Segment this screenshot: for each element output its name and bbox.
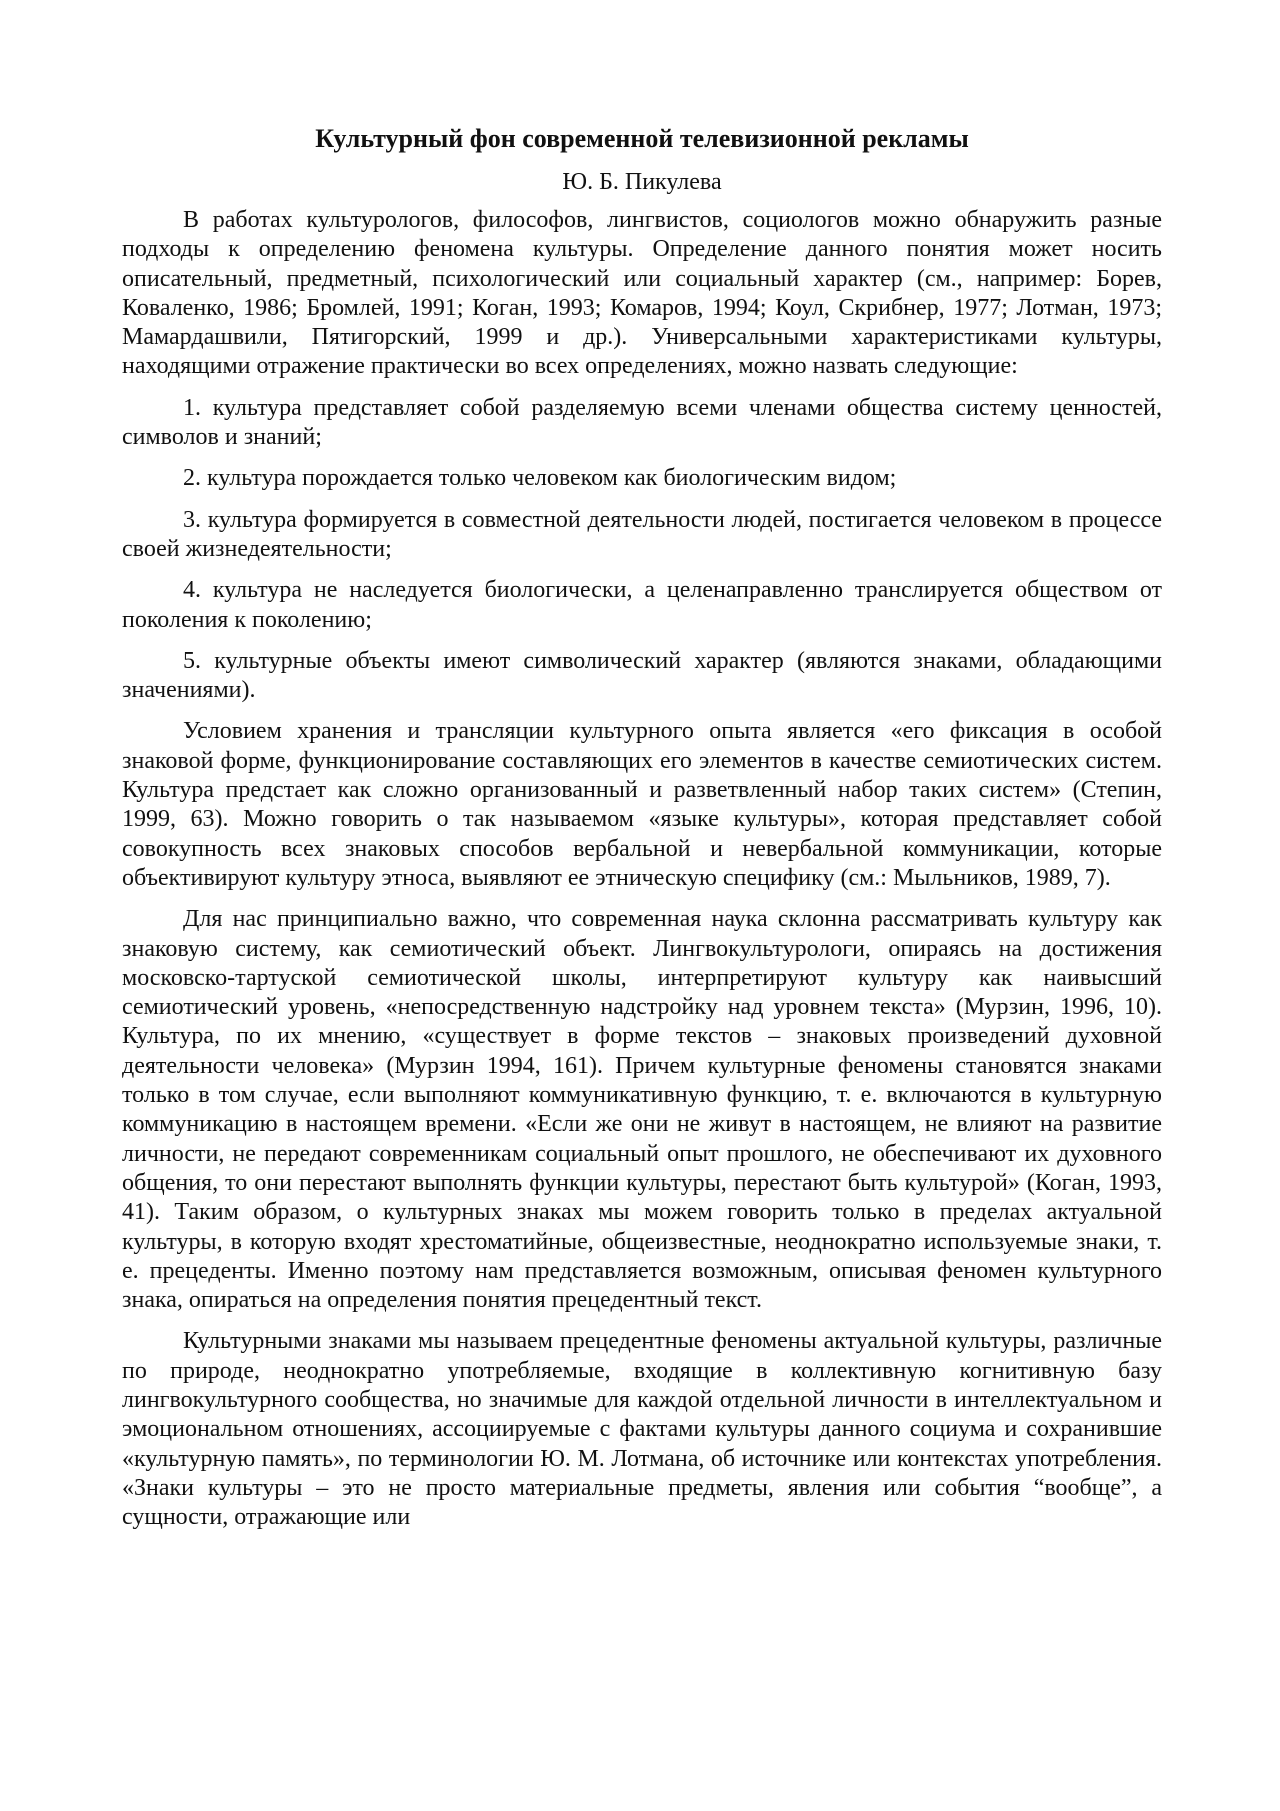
list-item-5: 5. культурные объекты имеют символический характер (являются знаками, обладающими значениями). <box>122 647 1162 704</box>
body-paragraph-2: Для нас принципиально важно, что современная наука склонна рассматривать культуру как знаковую систему, как семиотический объект. Лингвокультурологи, опираясь на достижения московско-тартуской семиотической школы, интерпретируют культуру как наивысший семиотический уровень, «непосредственную надстройку над уровнем текста» (Мурзин, 1996, 10). Культура, по их мнению, «существует в форме текстов – знаковых произведений духовной деятельности человека» (Мурзин 1994, 161). Причем культурные феномены становятся знаками только в том случае, если выполняют коммуникативную функцию, т. е. включаются в культурную коммуникацию в настоящем времени. «Если же они не живут в настоящем, не влияют на развитие личности, не передают современникам социальный опыт прошлого, не обеспечивают их духовного общения, то они перестают выполнять функции культуры, перестают быть культурой» (Коган, 1993, 41). Таким образом, о культурных знаках мы можем говорить только в пределах актуальной культуры, в которую входят хрестоматийные, общеизвестные, неоднократно используемые знаки, т. е. прецеденты. Именно поэтому нам представляется возможным, описывая феномен культурного знака, опираться на определения понятия прецедентный текст. <box>122 906 1162 1314</box>
list-item-2: 2. культура порождается только человеком как биологическим видом; <box>183 465 897 492</box>
intro-paragraph: В работах культурологов, философов, лингвистов, социологов можно обнаружить разные подходы к определению феномена культуры. Определение данного понятия может носить описательный, предметный, психологический или социальный характер (см., например: Борев, Коваленко, 1986; Бромлей, 1991; Коган, 1993; Комаров, 1994; Коул, Скрибнер, 1977; Лотман, 1973; Мамардашвили, Пятигорский, 1999 и др.). Универсальными характеристиками культуры, находящими отражение практически во всех определениях, можно назвать следующие: <box>122 207 1162 380</box>
list-item-3: 3. культура формируется в совместной деятельности людей, постигается человеком в процессе своей жизнедеятельности; <box>122 506 1162 562</box>
list-item-4: 4. культура не наследуется биологически, а целенаправленно транслируется обществом от поколения к поколению; <box>122 577 1162 633</box>
body-paragraph-1: Условием хранения и трансляции культурного опыта является «его фиксация в особой знаковой форме, функционирование составляющих его элементов в качестве семиотических систем. Культура предстает как сложно организованный и разветвленный набор таких систем» (Степин, 1999, 63). Можно говорить о так называемом «языке культуры», которая представляет собой совокупность всех знаковых способов вербальной и невербальной коммуникации, которые объективируют культуру этноса, выявляют ее этническую специфику (см.: Мыльников, 1989, 7). <box>122 718 1162 891</box>
body-paragraph-3: Культурными знаками мы называем прецедентные феномены актуальной культуры, различные по природе, неоднократно употребляемые, входящие в коллективную когнитивную базу лингвокультурного сообщества, но значимые для каждой отдельной личности в интеллектуальном и эмоциональном отношениях, ассоциируемые с фактами культуры данного социума и сохранившие «культурную память», по терминологии Ю. М. Лотмана, об источнике или контекстах употребления. «Знаки культуры – это не просто материальные предметы, явления или события “вообще”, а сущности, отражающие или <box>122 1328 1162 1531</box>
list-item-1: 1. культура представляет собой разделяемую всеми членами общества систему ценностей, символов и знаний; <box>122 394 1162 451</box>
document-author: Ю. Б. Пикулева <box>562 169 722 195</box>
document-title: Культурный фон современной телевизионной рекламы <box>315 124 969 153</box>
document-body <box>122 122 1162 1544</box>
